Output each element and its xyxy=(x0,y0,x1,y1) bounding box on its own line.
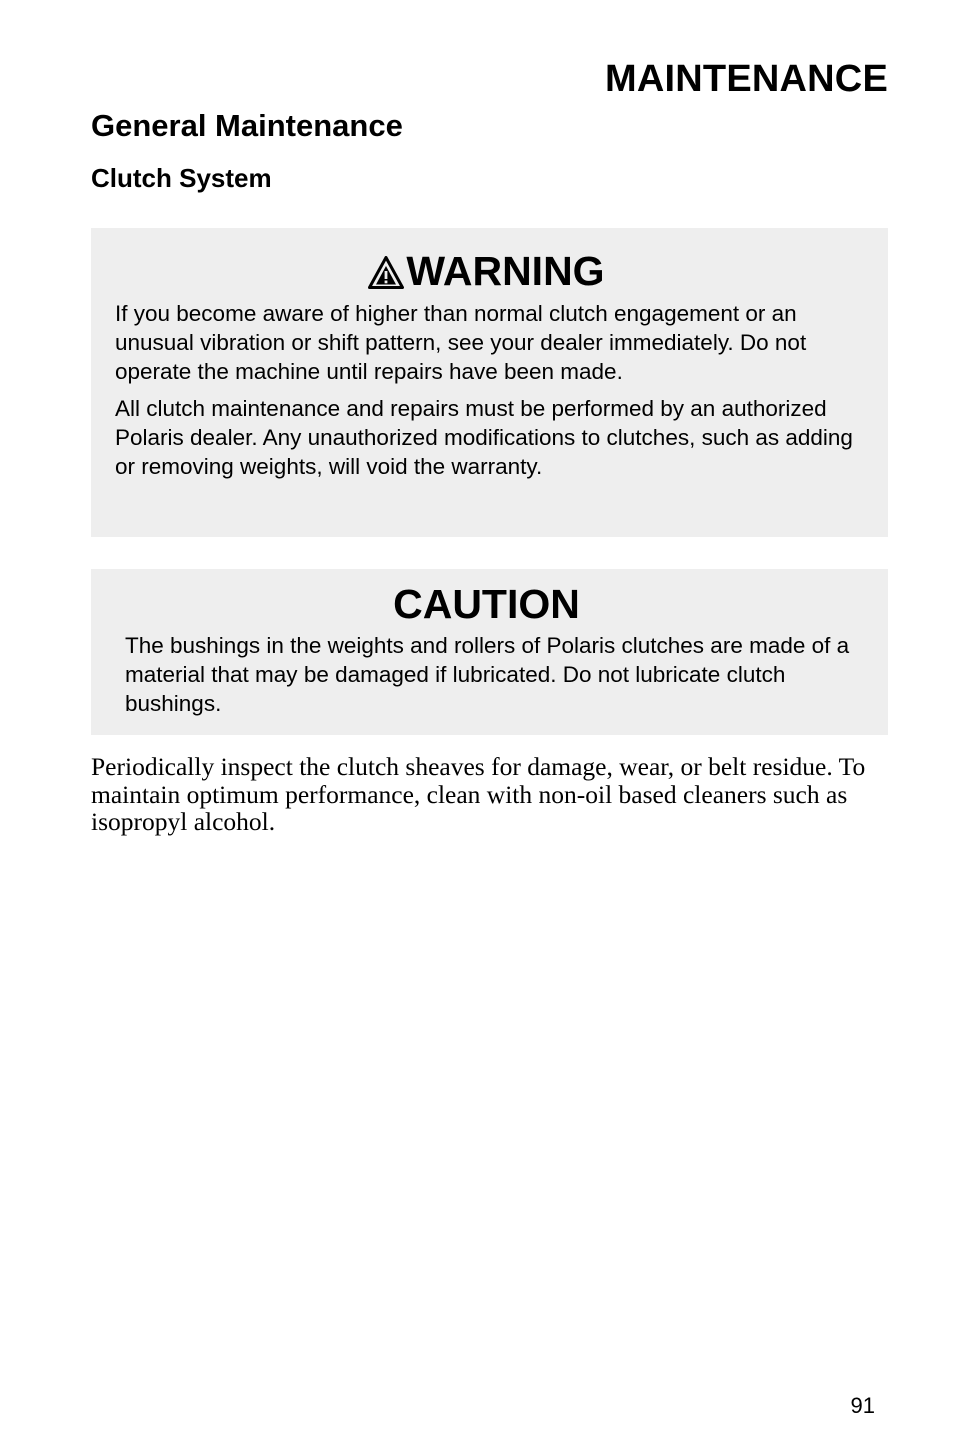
warning-paragraph: All clutch maintenance and repairs must be performed by an authorized Polaris dealer. Any unauthorized modifications to clutches, such as adding or removing weights, will void the warranty. xyxy=(115,396,853,479)
caution-text: The bushings in the weights and rollers of Polaris clutches are made of a material that may be damaged if lubricated. Do not lubricate clutch bushings. xyxy=(125,633,850,716)
caution-title: CAUTION xyxy=(393,581,580,627)
warning-triangle-icon xyxy=(368,256,404,289)
warning-title: WARNING xyxy=(406,248,605,294)
page-heading: General Maintenance xyxy=(91,108,403,143)
body-paragraph: Periodically inspect the clutch sheaves for damage, wear, or belt residue. To maintain optimum performance, clean with non-oil based cleaners such as isopropyl alcohol. xyxy=(91,752,866,836)
warning-paragraph: If you become aware of higher than normal clutch engagement or an unusual vibration or shift pattern, see your dealer immediately. Do not operate the machine until repairs have been made. xyxy=(115,301,807,384)
subheading: Clutch System xyxy=(91,163,272,193)
warning-title-row xyxy=(115,248,858,294)
warning-box xyxy=(91,228,888,537)
page-number: 91 xyxy=(850,1393,875,1418)
section-title: MAINTENANCE xyxy=(605,58,888,100)
caution-box xyxy=(91,569,888,735)
